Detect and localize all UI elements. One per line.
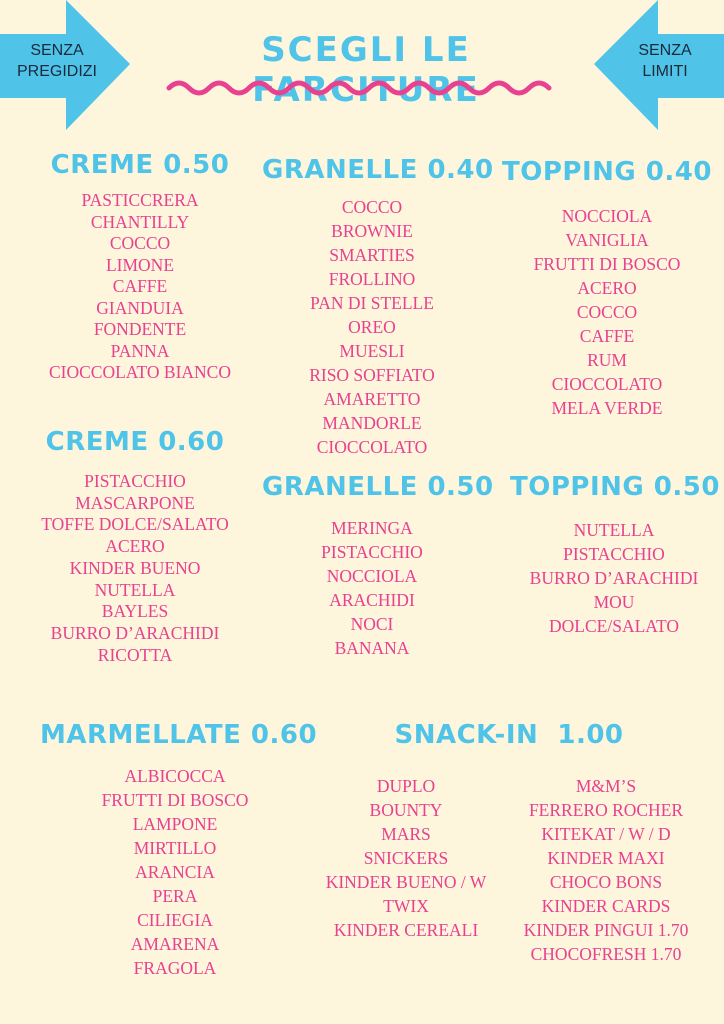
item-list xyxy=(25,190,255,384)
list-item: LIMONE xyxy=(105,254,175,275)
list-item: ARACHIDI xyxy=(329,590,415,610)
list-item: LAMPONE xyxy=(132,814,218,834)
list-item: COCCO xyxy=(341,197,403,217)
list-item: ALBICOCCA xyxy=(124,766,226,786)
list-item: MELA VERDE xyxy=(551,398,663,418)
section-snack-in-100 xyxy=(380,720,638,750)
left-badge-text xyxy=(0,40,122,82)
list-item: FERRERO ROCHER xyxy=(528,800,684,820)
list-item: FRAGOLA xyxy=(133,958,217,978)
right-badge-line-2: LIMITI xyxy=(642,63,688,80)
section-granelle-050 xyxy=(262,472,494,660)
list-item: MERINGA xyxy=(331,518,413,538)
list-item: CHOCO BONS xyxy=(549,872,663,892)
item-list xyxy=(40,764,310,980)
list-item: BROWNIE xyxy=(331,221,413,241)
item-list xyxy=(510,518,718,638)
list-item: MUESLI xyxy=(339,341,405,361)
list-item: VANIGLIA xyxy=(565,230,649,250)
item-list xyxy=(262,195,482,459)
list-item: KINDER CARDS xyxy=(541,896,671,916)
right-badge-text xyxy=(600,40,724,82)
list-item: FRUTTI DI BOSCO xyxy=(101,790,249,810)
list-item: CAFFE xyxy=(579,326,635,346)
list-item: PERA xyxy=(152,886,198,906)
list-item: MANDORLE xyxy=(322,413,422,433)
list-item: PANNA xyxy=(110,340,170,361)
list-item: MOU xyxy=(593,592,635,612)
list-item: ACERO xyxy=(105,536,165,557)
list-item: CILIEGIA xyxy=(137,910,213,930)
list-item: CIOCCOLATO xyxy=(551,374,663,394)
list-item: MARS xyxy=(381,824,431,844)
left-badge-line-2: PREGIDIZI xyxy=(16,63,97,80)
list-item: TWIX xyxy=(383,896,429,916)
section-title: GRANELLE 0.40 xyxy=(262,155,494,185)
list-item: SMARTIES xyxy=(329,245,415,265)
list-item: ARANCIA xyxy=(135,862,215,882)
list-item: CIOCCOLATO BIANCO xyxy=(49,362,231,382)
list-item: KINDER BUENO / W xyxy=(325,872,487,892)
list-item: GIANDUIA xyxy=(96,297,184,318)
item-list xyxy=(20,471,250,666)
list-item: NUTELLA xyxy=(94,579,176,600)
list-item: COCCO xyxy=(109,233,171,253)
section-title: SNACK-IN 1.00 xyxy=(394,720,624,750)
section-title: MARMELLATE 0.60 xyxy=(40,720,318,750)
list-item: BURRO D’ARACHIDI xyxy=(529,568,699,588)
list-item: BURRO D’ARACHIDI xyxy=(50,622,220,643)
list-item: NUTELLA xyxy=(573,520,655,540)
list-item: MIRTILLO xyxy=(133,838,217,858)
snack-list-right xyxy=(512,774,700,966)
section-creme-050 xyxy=(25,150,255,384)
list-item: CHANTILLY xyxy=(90,211,190,232)
list-item: MASCARPONE xyxy=(75,492,195,513)
list-item: COCCO xyxy=(576,302,638,322)
list-item: PISTACCHIO xyxy=(321,542,423,562)
wave-underline-icon xyxy=(165,76,560,100)
list-item: KINDER BUENO xyxy=(69,557,201,578)
list-item: RICOTTA xyxy=(97,644,173,665)
section-topping-050 xyxy=(510,472,718,638)
section-topping-040 xyxy=(496,157,718,420)
list-item: KINDER CEREALI xyxy=(333,920,479,940)
list-item: TOFFE DOLCE/SALATO xyxy=(41,514,229,535)
list-item: DUPLO xyxy=(376,776,436,796)
list-item: AMARENA xyxy=(130,934,220,954)
list-item: BANANA xyxy=(334,638,410,658)
left-badge-line-1: SENZA xyxy=(30,42,84,59)
section-title: CREME 0.50 xyxy=(50,150,230,180)
page-title: SCEGLI LE FARCITURE xyxy=(252,30,480,110)
item-list xyxy=(262,516,482,660)
section-granelle-040 xyxy=(262,155,494,459)
item-list xyxy=(496,204,718,420)
list-item: BOUNTY xyxy=(369,800,443,820)
list-item: OREO xyxy=(348,317,396,337)
right-badge-line-1: SENZA xyxy=(638,42,692,59)
list-item: PASTICCRERA xyxy=(81,190,199,210)
list-item: KITEKAT / W / D xyxy=(541,824,671,844)
list-item: PAN DI STELLE xyxy=(310,293,434,313)
list-item: SNICKERS xyxy=(363,848,449,868)
list-item: NOCI xyxy=(350,614,394,634)
left-arrow-badge xyxy=(0,0,130,130)
list-item: AMARETTO xyxy=(323,389,421,409)
section-title: CREME 0.60 xyxy=(45,427,225,457)
section-marmellate-060 xyxy=(40,720,318,980)
list-item: KINDER MAXI xyxy=(547,848,665,868)
list-item: BAYLES xyxy=(101,601,169,622)
list-item: PISTACCHIO xyxy=(84,471,186,491)
list-item: CHOCOFRESH 1.70 xyxy=(530,944,682,964)
list-item: DOLCE/SALATO xyxy=(549,616,679,636)
section-title: GRANELLE 0.50 xyxy=(262,472,494,502)
list-item: PISTACCHIO xyxy=(563,544,665,564)
list-item: FONDENTE xyxy=(93,319,187,339)
list-item: FRUTTI DI BOSCO xyxy=(533,254,681,274)
list-item: RUM xyxy=(587,350,627,370)
section-title: TOPPING 0.40 xyxy=(502,157,712,187)
list-item: KINDER PINGUI 1.70 xyxy=(523,920,689,940)
list-item: RISO SOFFIATO xyxy=(309,365,435,385)
list-item: NOCCIOLA xyxy=(561,206,653,226)
list-item: CIOCCOLATO xyxy=(316,437,428,457)
section-title: TOPPING 0.50 xyxy=(510,472,720,502)
right-arrow-badge xyxy=(594,0,724,130)
list-item: NOCCIOLA xyxy=(326,566,418,586)
list-item: ACERO xyxy=(577,278,637,298)
list-item: CAFFE xyxy=(112,276,168,296)
snack-list-left xyxy=(316,774,496,942)
list-item: FROLLINO xyxy=(328,269,416,289)
section-creme-060 xyxy=(20,427,250,666)
list-item: M&M’S xyxy=(575,776,637,796)
